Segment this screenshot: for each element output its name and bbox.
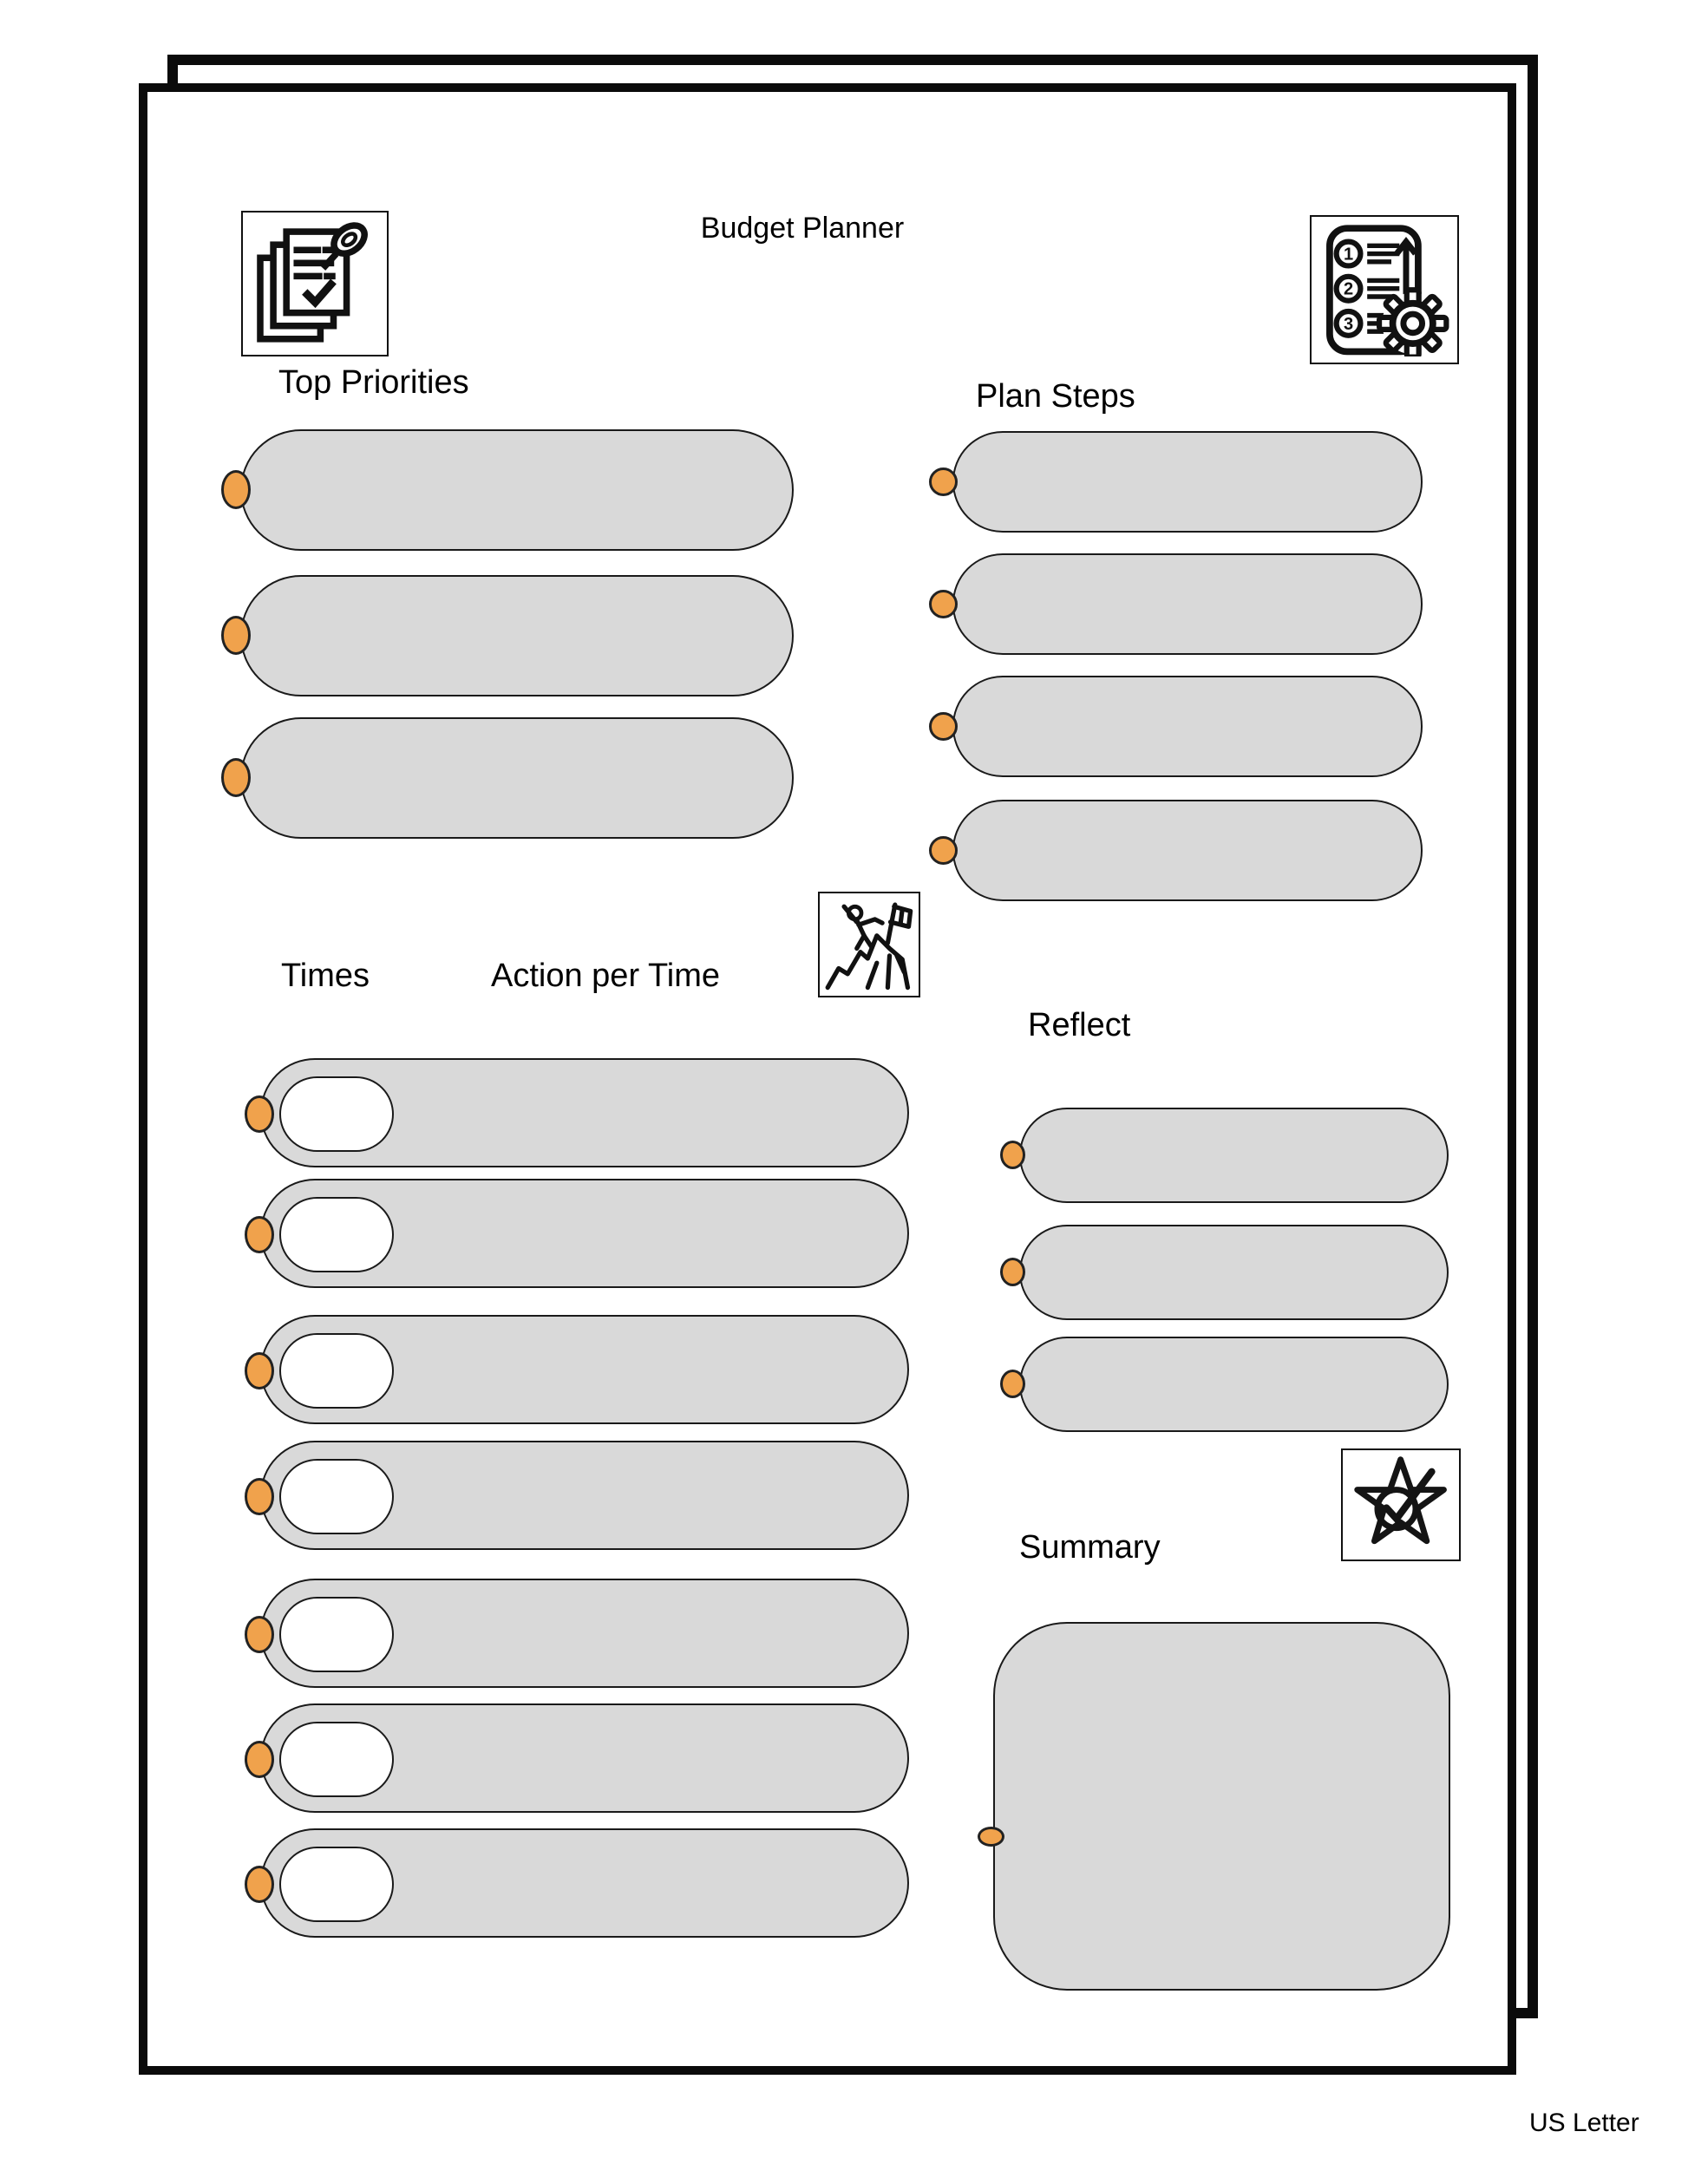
bullet-marker xyxy=(245,1866,274,1903)
top-priorities-label: Top Priorities xyxy=(278,364,469,401)
bullet-marker xyxy=(245,1095,274,1133)
time-field-3[interactable] xyxy=(279,1333,394,1409)
bullet-marker xyxy=(1000,1258,1025,1286)
pinned-notes-icon xyxy=(241,211,389,356)
plan-step-field-3[interactable] xyxy=(952,676,1423,777)
bullet-marker xyxy=(978,1827,1004,1847)
plan-steps-label: Plan Steps xyxy=(976,378,1135,415)
paper-size-label: US Letter xyxy=(1529,2109,1639,2137)
priority-field-3[interactable] xyxy=(240,717,794,839)
numbered-plan-gear-icon xyxy=(1310,215,1459,364)
mountain-summit-flag-icon xyxy=(818,892,920,997)
plan-step-field-4[interactable] xyxy=(952,800,1423,901)
priority-field-2[interactable] xyxy=(240,575,794,696)
bullet-marker xyxy=(1000,1370,1025,1398)
reflect-field-3[interactable] xyxy=(1019,1337,1449,1432)
time-action-row-1[interactable] xyxy=(260,1058,909,1167)
time-field-2[interactable] xyxy=(279,1197,394,1272)
time-field-1[interactable] xyxy=(279,1076,394,1152)
step-number-2: 2 xyxy=(1343,279,1353,299)
bullet-marker xyxy=(245,1616,274,1653)
reflect-field-2[interactable] xyxy=(1019,1225,1449,1320)
time-action-row-5[interactable] xyxy=(260,1579,909,1688)
time-action-row-7[interactable] xyxy=(260,1828,909,1938)
summary-label: Summary xyxy=(1019,1529,1161,1566)
bullet-marker xyxy=(245,1216,274,1253)
priority-field-1[interactable] xyxy=(240,429,794,551)
time-field-4[interactable] xyxy=(279,1459,394,1534)
reflect-label: Reflect xyxy=(1028,1007,1131,1043)
bullet-marker xyxy=(245,1478,274,1515)
step-number-1: 1 xyxy=(1343,245,1353,265)
star-check-icon xyxy=(1341,1448,1461,1561)
bullet-marker xyxy=(245,1741,274,1778)
bullet-marker xyxy=(221,470,251,509)
bullet-marker xyxy=(221,758,251,797)
bullet-marker xyxy=(929,712,958,741)
summary-field[interactable] xyxy=(993,1622,1450,1991)
bullet-marker xyxy=(929,468,958,496)
times-label: Times xyxy=(281,958,370,994)
page-title: Budget Planner xyxy=(700,212,905,245)
time-action-row-6[interactable] xyxy=(260,1703,909,1813)
time-field-5[interactable] xyxy=(279,1597,394,1672)
plan-step-field-2[interactable] xyxy=(952,553,1423,655)
bullet-marker xyxy=(929,590,958,618)
step-number-3: 3 xyxy=(1343,314,1353,334)
bullet-marker xyxy=(221,616,251,655)
time-action-row-4[interactable] xyxy=(260,1441,909,1550)
plan-step-field-1[interactable] xyxy=(952,431,1423,533)
time-action-row-2[interactable] xyxy=(260,1179,909,1288)
bullet-marker xyxy=(929,836,958,865)
bullet-marker xyxy=(245,1352,274,1390)
time-action-row-3[interactable] xyxy=(260,1315,909,1424)
time-field-7[interactable] xyxy=(279,1847,394,1922)
bullet-marker xyxy=(1000,1141,1025,1169)
action-per-time-label: Action per Time xyxy=(491,958,720,994)
reflect-field-1[interactable] xyxy=(1019,1108,1449,1203)
time-field-6[interactable] xyxy=(279,1722,394,1797)
